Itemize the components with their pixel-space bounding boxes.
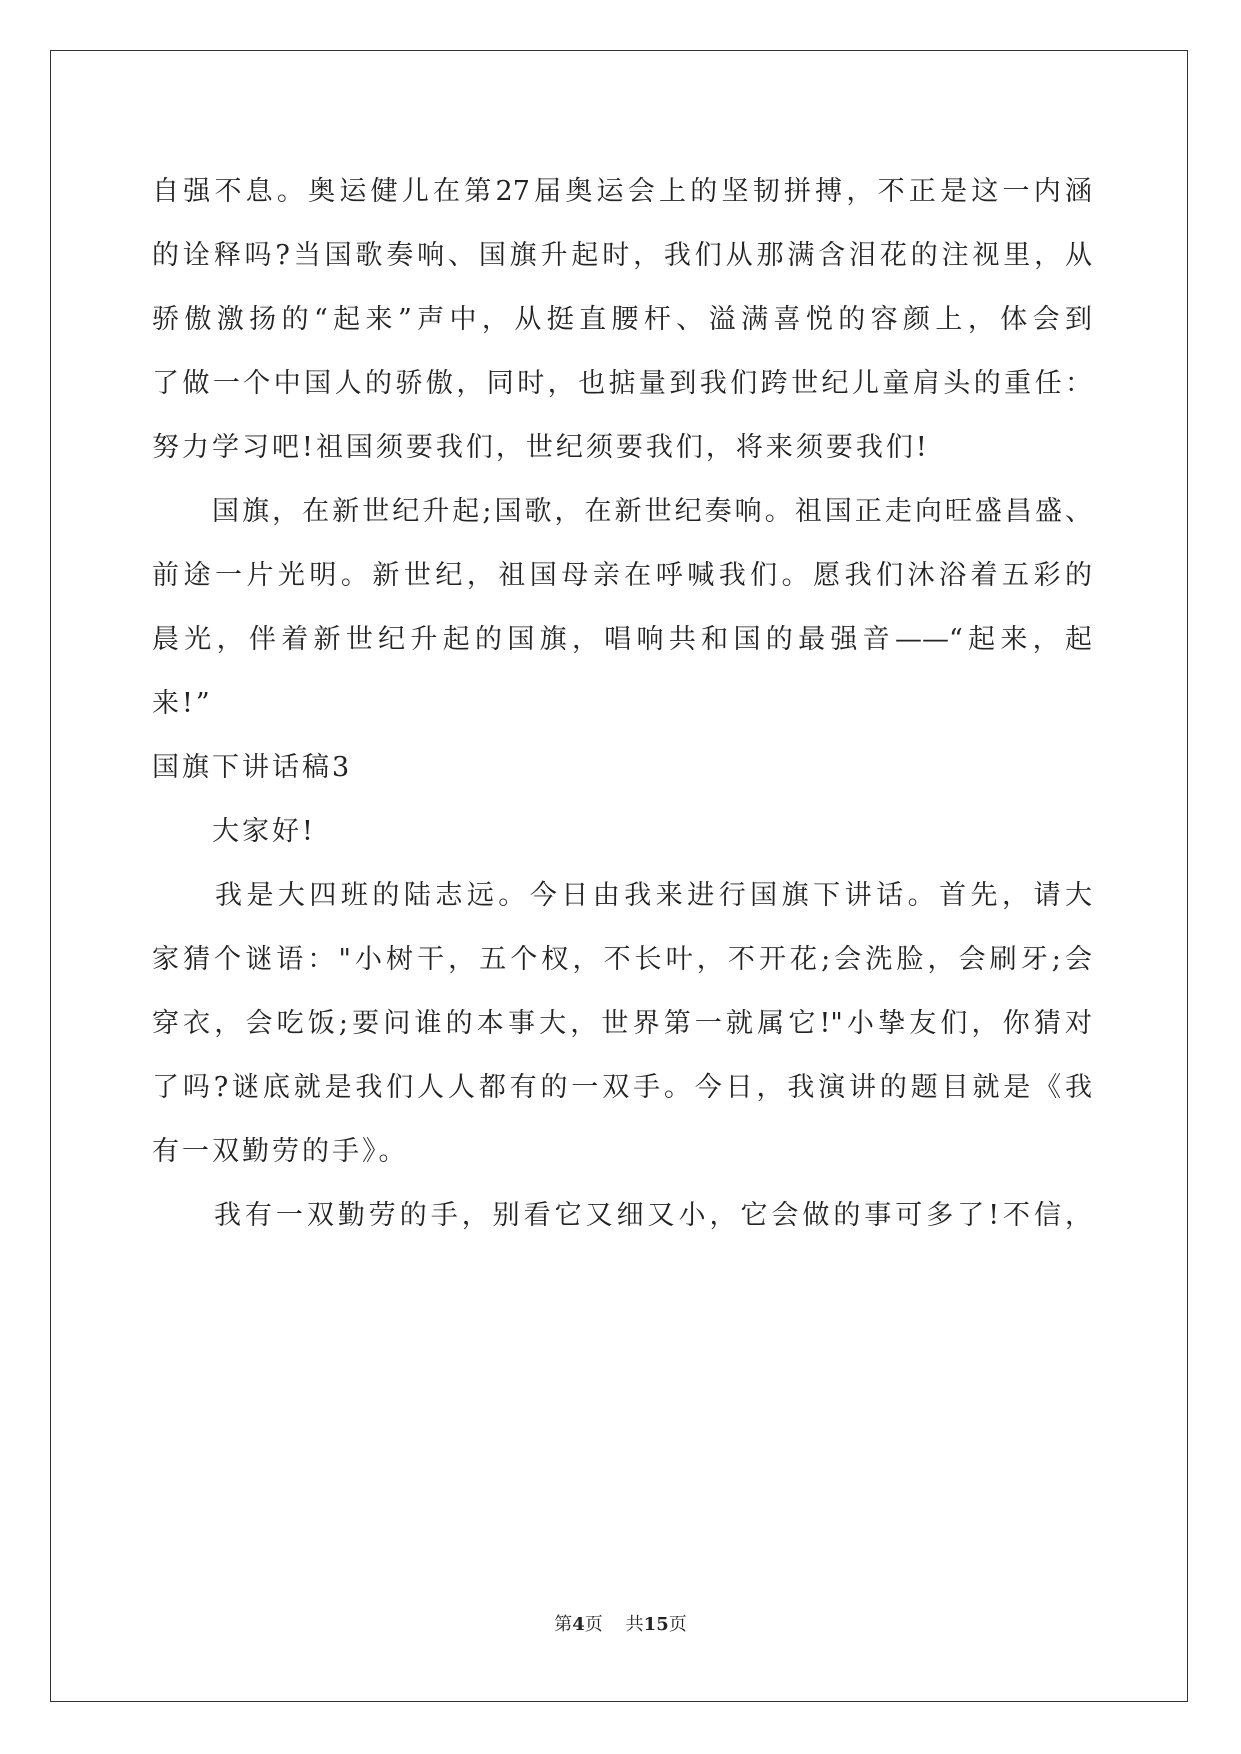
text-line: 努力学习吧!祖国须要我们，世纪须要我们，将来须要我们! xyxy=(152,432,930,463)
text-line: 穿衣，会吃饭;要问谁的本事大，世界第一就属它!"小挚友们，你猜对 xyxy=(152,1008,1092,1039)
total-prefix: 共 xyxy=(625,1614,644,1635)
text-line: 有一双勤劳的手》。 xyxy=(152,1136,409,1167)
text-line: 家猜个谜语："小树干，五个杈，不长叶，不开花;会洗脸，会刷牙;会 xyxy=(152,944,1092,975)
page-suffix: 页 xyxy=(584,1614,603,1635)
text-line: 自强不息。奥运健儿在第27届奥运会上的坚韧拼搏，不正是这一内涵 xyxy=(152,176,1092,207)
text-line: 的诠释吗?当国歌奏响、国旗升起时，我们从那满含泪花的注视里，从 xyxy=(152,240,1092,271)
text-line: 了做一个中国人的骄傲，同时，也掂量到我们跨世纪儿童肩头的重任： xyxy=(152,368,1092,399)
text-line: 国旗，在新世纪升起;国歌，在新世纪奏响。祖国正走向旺盛昌盛、 xyxy=(152,496,1092,527)
text-line: 我是大四班的陆志远。今日由我来进行国旗下讲话。首先，请大 xyxy=(152,880,1092,911)
text-line: 了吗?谜底就是我们人人都有的一双手。今日，我演讲的题目就是《我 xyxy=(152,1072,1092,1103)
text-line: 我有一双勤劳的手，别看它又细又小，它会做的事可多了!不信， xyxy=(152,1200,1092,1231)
total-suffix: 页 xyxy=(668,1614,687,1635)
page-number: 4 xyxy=(572,1614,585,1635)
greeting-line: 大家好! xyxy=(152,816,316,847)
section-heading: 国旗下讲话稿3 xyxy=(152,752,353,783)
text-line: 骄傲激扬的“起来”声中，从挺直腰杆、溢满喜悦的容颜上，体会到 xyxy=(152,304,1092,335)
page-footer xyxy=(0,1613,1241,1637)
total-pages: 15 xyxy=(643,1614,669,1635)
text-line: 来!” xyxy=(152,688,213,719)
document-body xyxy=(152,160,1092,1248)
text-line: 晨光，伴着新世纪升起的国旗，唱响共和国的最强音——“起来，起 xyxy=(152,624,1092,655)
text-line: 前途一片光明。新世纪，祖国母亲在呼喊我们。愿我们沐浴着五彩的 xyxy=(152,560,1092,591)
page-prefix: 第 xyxy=(554,1614,573,1635)
